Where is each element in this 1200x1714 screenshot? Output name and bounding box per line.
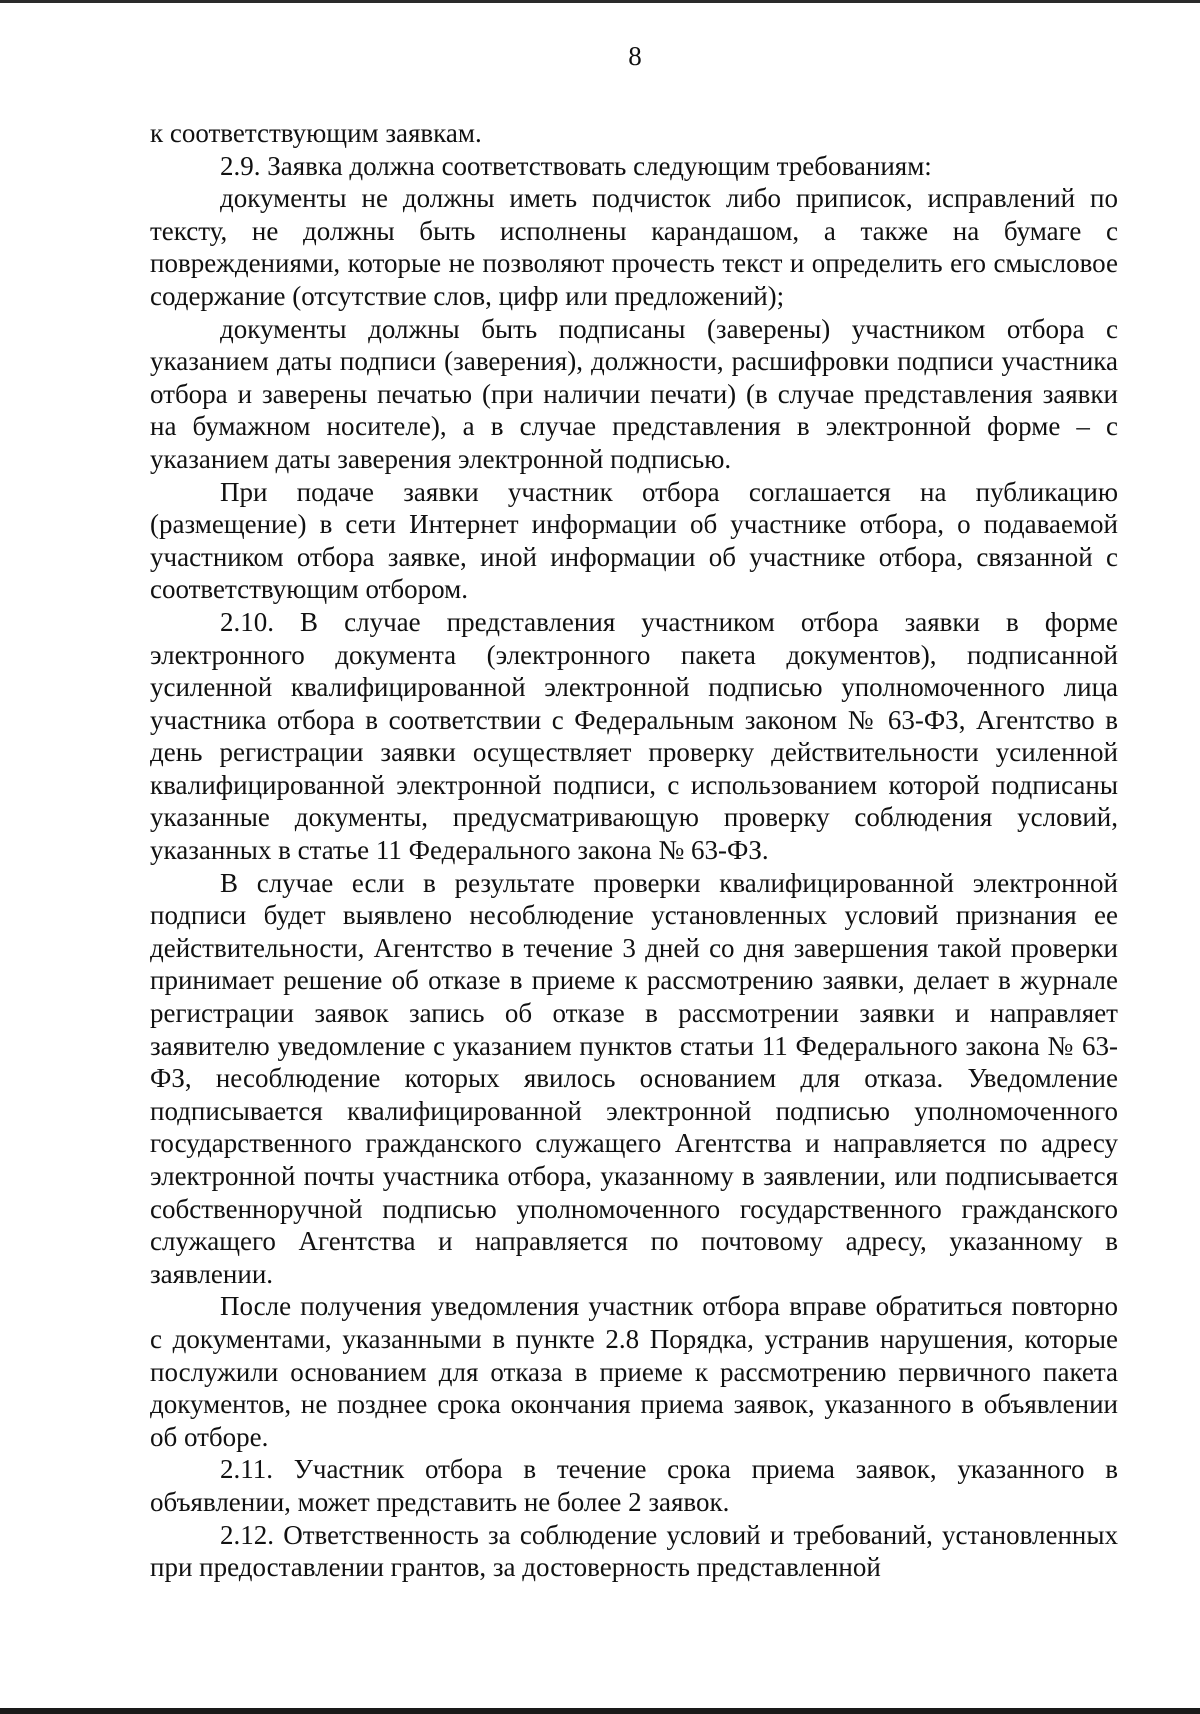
paragraph-requirements-signed: документы должны быть подписаны (заверены) участником отбора с указанием даты подписи (заверения), должности, расшифровки подписи участника отбора и заверены печатью (при наличии печати) (в случае представления заявки на бумажном носителе), а в случае представления в электронной форме – с указанием даты заверения электронной подписью. xyxy=(150,313,1118,474)
document-body xyxy=(150,117,1118,1584)
paragraph-resubmission: После получения уведомления участник отбора вправе обратиться повторно с документами, указанными в пункте 2.8 Порядка, устранив нарушения, которые послужили основанием для отказа в приеме к рассмотрению первичного пакета документов, не позднее срока окончания приема заявок, указанного в объявлении об отборе. xyxy=(150,1291,1118,1452)
paragraph-2-11: 2.11. Участник отбора в течение срока приема заявок, указанного в объявлении, может представить не более 2 заявок. xyxy=(150,1454,1118,1517)
paragraph-requirements-no-corrections: документы не должны иметь подчисток либо приписок, исправлений по тексту, не должны быть исполнены карандашом, а также на бумаге с повреждениями, которые не позволяют прочесть текст и определить его смысловое содержание (отсутствие слов, цифр или предложений); xyxy=(150,183,1118,311)
scan-edge-top xyxy=(0,0,1200,3)
paragraph-continuation: к соответствующим заявкам. xyxy=(150,118,482,148)
paragraph-2-9: 2.9. Заявка должна соответствовать следующим требованиям: xyxy=(220,150,932,181)
paragraph-signature-check-failure: В случае если в результате проверки квалифицированной электронной подписи будет выявлено несоблюдение установленных условий признания ее действительности, Агентство в течение 3 дней со дня завершения такой проверки принимает решение об отказе в приеме к рассмотрению заявки, делает в журнале регистрации заявок запись об отказе в рассмотрении заявки и направляет заявителю уведомление с указанием пунктов статьи 11 Федерального закона № 63-ФЗ, несоблюдение которых явилось основанием для отказа. Уведомление подписывается квалифицированной электронной подписью уполномоченного государственного гражданского служащего Агентства и направляется по адресу электронной почты участника отбора, указанному в заявлении, или подписывается собственноручной подписью уполномоченного государственного гражданского служащего Агентства и направляется по почтовому адресу, указанному в заявлении. xyxy=(150,867,1118,1289)
page-number: 8 xyxy=(628,41,642,71)
paragraph-2-10: 2.10. В случае представления участником отбора заявки в форме электронного документа (электронного пакета документов), подписанной усиленной квалифицированной электронной подписью уполномоченного лица участника отбора в соответствии с Федеральным законом № 63-ФЗ, Агентство в день регистрации заявки осуществляет проверку действительности усиленной квалифицированной электронной подписи, с использованием которой подписаны указанные документы, предусматривающую проверку соблюдения условий, указанных в статье 11 Федерального закона № 63-ФЗ. xyxy=(150,606,1118,866)
paragraph-2-12: 2.12. Ответственность за соблюдение условий и требований, установленных при предоставлении грантов, за достоверность представленной xyxy=(150,1519,1118,1583)
paragraph-publication-consent: При подаче заявки участник отбора соглашается на публикацию (размещение) в сети Интернет информации об участнике отбора, о подаваемой участником отбора заявке, иной информации об участнике отбора, связанной с соответствующим отбором. xyxy=(150,476,1118,605)
scan-edge-bottom xyxy=(0,1708,1200,1714)
